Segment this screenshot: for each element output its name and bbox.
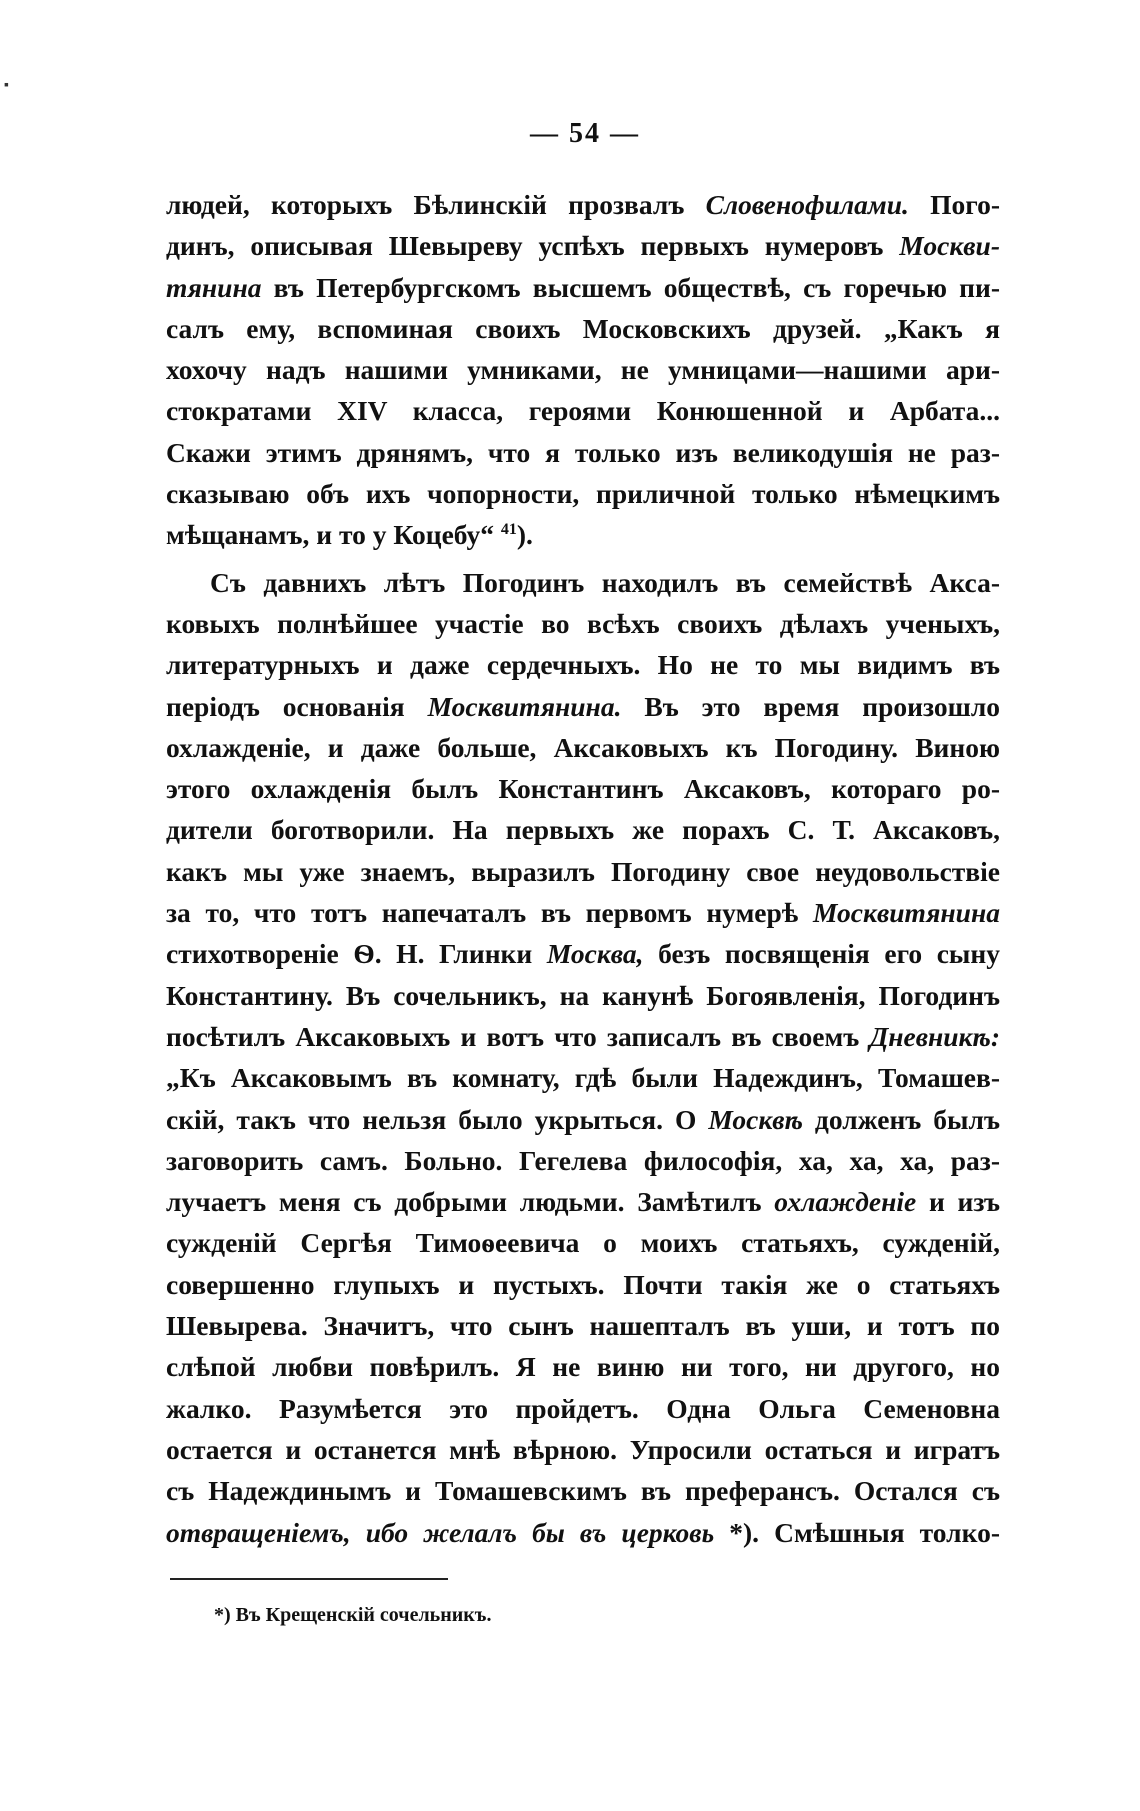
text-run: и изъ <box>916 1186 1000 1218</box>
footnote-reference: 41 <box>500 521 517 539</box>
italic-run: тянина <box>166 271 262 303</box>
italic-run: Словенофилами. <box>705 189 909 220</box>
text-run: салъ ему, вспоминая своихъ Московскихъ друзей. „Какъ я <box>166 312 1000 344</box>
text-line <box>166 1305 1000 1346</box>
text-run: въ Петербургскомъ высшемъ обществѣ, съ горечью пи- <box>261 271 1000 303</box>
text-run: ). <box>516 519 533 551</box>
body-text <box>166 184 1000 1553</box>
text-line <box>166 892 1000 933</box>
text-line <box>166 686 1000 727</box>
text-line <box>166 1222 1000 1263</box>
text-run: скій, такъ что нельзя было укрыться. О <box>166 1103 709 1135</box>
text-run: Шевырева. Значитъ, что сынъ нашепталъ въ уши, и тотъ по <box>166 1310 1000 1342</box>
text-line <box>166 1016 1000 1057</box>
paragraph-2 <box>166 562 1000 1553</box>
text-run: Константину. Въ сочельникъ, на канунѣ Богоявленія, Погодинъ <box>166 979 1000 1011</box>
text-line <box>166 514 1000 555</box>
text-line <box>166 1264 1000 1305</box>
italic-run: Москва, <box>546 938 644 970</box>
page-number: — 54 — <box>530 118 640 149</box>
text-line <box>166 809 1000 850</box>
text-run: съ Надеждинымъ и Томашевскимъ въ преферансъ. Остался съ <box>166 1475 1000 1507</box>
text-run: „Къ Аксаковымъ въ комнату, гдѣ были Надеждинъ, Томашев- <box>166 1062 1000 1094</box>
paragraph-1 <box>166 184 1000 556</box>
italic-run: Москвитянина <box>812 897 1000 929</box>
text-line <box>166 267 1000 308</box>
text-line <box>166 727 1000 768</box>
text-run: посѣтилъ Аксаковыхъ и вотъ что записалъ въ своемъ <box>166 1020 870 1052</box>
text-run: литературныхъ и даже сердечныхъ. Но не то мы видимъ въ <box>166 649 1000 681</box>
text-line <box>166 349 1000 390</box>
italic-run: охлажденіе <box>774 1186 917 1218</box>
text-run: этого охлажденія былъ Константинъ Аксаковъ, котораго ро- <box>166 773 1000 805</box>
text-run: динъ, описывая Шевыреву успѣхъ первыхъ нумеровъ <box>166 230 900 262</box>
text-run: ковыхъ полнѣйшее участіе во всѣхъ своихъ дѣлахъ ученыхъ, <box>166 607 1000 639</box>
text-line <box>166 768 1000 809</box>
text-run: Пого- <box>908 189 1000 220</box>
text-line <box>166 184 1000 225</box>
text-line <box>166 473 1000 514</box>
text-run: лучаетъ меня съ добрыми людьми. Замѣтилъ <box>166 1186 775 1218</box>
text-run: стихотвореніе Ѳ. Н. Глинки <box>166 938 547 970</box>
text-run: сказываю объ ихъ чопорности, приличной только нѣмецкимъ <box>166 478 1000 510</box>
text-run: безъ посвященія его сыну <box>643 938 1000 970</box>
text-run: стократами XIV класса, героями Конюшенной и Арбата... <box>166 395 1000 427</box>
text-run: сужденій Сергѣя Тимоѳеевича о моихъ статьяхъ, сужденій, <box>166 1227 1000 1259</box>
text-run: періодъ основанія <box>166 690 428 722</box>
text-line <box>166 975 1000 1016</box>
text-run: совершенно глупыхъ и пустыхъ. Почти такія же о статьяхъ <box>166 1268 1000 1300</box>
text-line <box>166 1512 1000 1553</box>
text-line <box>166 1140 1000 1181</box>
text-line <box>166 1057 1000 1098</box>
italic-run: Москвитянина. <box>427 690 622 722</box>
text-run: какъ мы уже знаемъ, выразилъ Погодину свое неудовольствіе <box>166 855 1000 887</box>
text-line <box>166 1429 1000 1470</box>
text-line <box>166 390 1000 431</box>
text-line <box>166 603 1000 644</box>
italic-run: Москви- <box>899 230 1000 262</box>
text-run: Въ это время произошло <box>621 690 1001 722</box>
text-line <box>166 1470 1000 1511</box>
text-run: хохочу надъ нашими умниками, не умницами—нашими ари- <box>166 354 1000 386</box>
text-line <box>166 562 1000 603</box>
text-run: за то, что тотъ напечаталъ въ первомъ нумерѣ <box>166 897 813 929</box>
text-line <box>166 644 1000 685</box>
text-run: слѣпой любви повѣрилъ. Я не виню ни того, ни другого, но <box>166 1351 1000 1383</box>
italic-run: отвращеніемъ, ибо желалъ бы въ церковь <box>166 1516 715 1548</box>
text-run: Скажи этимъ дрянямъ, что я только изъ великодушія не раз- <box>166 436 1000 468</box>
text-run: заговорить самъ. Больно. Гегелева философія, ха, ха, ха, раз- <box>166 1144 1000 1176</box>
text-line <box>166 933 1000 974</box>
text-line <box>166 1099 1000 1140</box>
italic-run: Дневникѣ: <box>869 1020 1000 1052</box>
text-line <box>166 432 1000 473</box>
footnote: *) Въ Крещенскій сочельникъ. <box>214 1604 492 1626</box>
text-run: жалко. Разумѣется это пройдетъ. Одна Ольга Семеновна <box>166 1392 1000 1424</box>
italic-run: Москвѣ <box>708 1103 803 1135</box>
text-line <box>166 1346 1000 1387</box>
text-run: Съ давнихъ лѣтъ Погодинъ находилъ въ семействѣ Акса- <box>210 566 1000 598</box>
text-run: охлажденіе, и даже больше, Аксаковыхъ къ Погодину. Виною <box>166 731 1000 763</box>
text-line <box>166 225 1000 266</box>
text-line <box>166 308 1000 349</box>
text-line <box>166 851 1000 892</box>
footnote-rule <box>170 1578 448 1580</box>
text-run: людей, которыхъ Бѣлинскій прозвалъ <box>166 189 706 220</box>
text-run: *). Смѣшныя толко- <box>714 1516 1000 1548</box>
text-run: остается и останется мнѣ вѣрною. Упросили остаться и игратъ <box>166 1433 1000 1465</box>
text-run: дители боготворили. На первыхъ же порахъ С. Т. Аксаковъ, <box>166 814 1000 846</box>
text-line <box>166 1181 1000 1222</box>
text-run: долженъ былъ <box>802 1103 1000 1135</box>
margin-speck: ▪ <box>4 78 9 93</box>
text-run: мѣщанамъ, и то у Коцебу“ <box>166 519 501 551</box>
text-line <box>166 1388 1000 1429</box>
